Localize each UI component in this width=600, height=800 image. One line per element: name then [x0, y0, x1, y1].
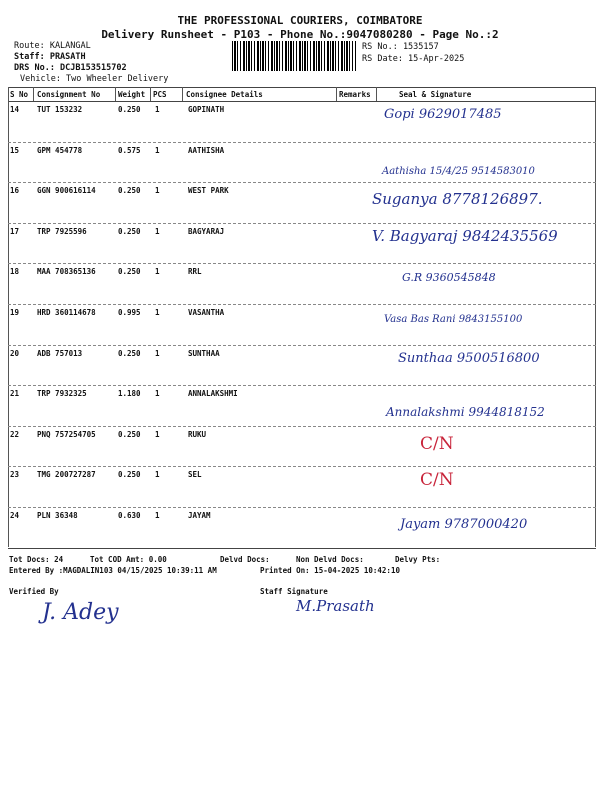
- col-header-consignee: Consignee Details: [186, 90, 263, 99]
- row-pcs: 1: [155, 267, 160, 277]
- row-divider: [8, 182, 596, 183]
- col-divider: [182, 87, 183, 101]
- col-divider: [336, 87, 337, 101]
- row-consignment-no: MAA 708365136: [37, 267, 96, 277]
- row-consignee: BAGYARAJ: [188, 226, 225, 236]
- row-weight: 0.575: [118, 145, 141, 155]
- rs-no: RS No.: 1535157: [362, 42, 439, 52]
- col-divider: [33, 87, 34, 101]
- row-handwritten-signature: Vasa Bas Rani 9843155100: [384, 314, 523, 325]
- route-label: Route: KALANGAL: [14, 41, 91, 51]
- row-consignment-no: ADB 757013: [37, 348, 83, 358]
- company-title: THE PROFESSIONAL COURIERS, COIMBATORE: [177, 14, 423, 27]
- row-sno: 18: [10, 267, 20, 277]
- row-consignment-no: HRD 360114678: [37, 308, 96, 317]
- row-divider: [8, 223, 596, 224]
- row-consignee: SEL: [188, 470, 202, 480]
- row-pcs: 1: [155, 511, 160, 520]
- row-pcs: 1: [155, 389, 160, 399]
- row-sno: 24: [10, 511, 20, 520]
- drs-label: DRS No.: DCJB153515702: [14, 63, 127, 73]
- row-weight: 0.250: [118, 267, 141, 277]
- col-divider: [376, 87, 377, 101]
- verified-by-label: Verified By: [9, 587, 59, 596]
- row-pcs: 1: [155, 186, 160, 196]
- row-weight: 0.630: [118, 511, 141, 520]
- row-consignment-no: GPM 454778: [37, 145, 83, 155]
- row-weight: 0.250: [118, 429, 141, 439]
- table-top-border: [8, 87, 596, 88]
- row-handwritten-signature: Gopi 9629017485: [384, 107, 502, 122]
- verified-by-signature: J. Adey: [42, 600, 119, 625]
- row-consignee: VASANTHA: [188, 308, 225, 317]
- total-cod-amount: Tot COD Amt: 0.00: [90, 555, 167, 564]
- table-header-border: [8, 101, 596, 102]
- table-bottom-border: [8, 548, 596, 549]
- row-sno: 20: [10, 348, 20, 358]
- row-sno: 14: [10, 105, 20, 114]
- row-handwritten-signature: Aathisha 15/4/25 9514583010: [382, 165, 535, 177]
- row-sno: 22: [10, 429, 20, 439]
- row-consignee: RRL: [188, 267, 202, 277]
- col-header-remarks: Remarks: [339, 90, 371, 99]
- row-divider: [8, 507, 596, 508]
- row-weight: 0.250: [118, 186, 141, 196]
- row-pcs: 1: [155, 348, 160, 358]
- row-consignment-no: TRP 7925596: [37, 226, 87, 236]
- row-consignment-no: GGN 900616114: [37, 186, 96, 196]
- barcode: [232, 41, 356, 71]
- row-consignment-no: PLN 36348: [37, 511, 78, 520]
- row-sno: 23: [10, 470, 20, 480]
- row-pcs: 1: [155, 429, 160, 439]
- staff-handwritten-signature: M.Prasath: [296, 597, 375, 615]
- total-docs: Tot Docs: 24: [9, 555, 64, 564]
- row-handwritten-signature: V. Bagyaraj 9842435569: [372, 226, 558, 245]
- row-handwritten-signature: Annalakshmi 9944818152: [386, 405, 545, 420]
- row-consignee: WEST PARK: [188, 186, 229, 196]
- non-delivered-docs: Non Delvd Docs:: [296, 555, 364, 564]
- row-handwritten-signature: C/N: [420, 433, 454, 454]
- row-consignee: RUKU: [188, 429, 207, 439]
- row-handwritten-signature: Jayam 9787000420: [400, 517, 528, 532]
- row-divider: [8, 345, 596, 346]
- col-header-pcs: PCS: [153, 90, 167, 99]
- table-left-border: [8, 87, 9, 547]
- row-weight: 0.995: [118, 308, 141, 317]
- row-consignee: SUNTHAA: [188, 348, 220, 358]
- row-pcs: 1: [155, 226, 160, 236]
- col-header-seal-signature: Seal & Signature: [399, 90, 472, 99]
- row-sno: 19: [10, 308, 20, 317]
- rs-date: RS Date: 15-Apr-2025: [362, 54, 465, 64]
- row-sno: 17: [10, 226, 20, 236]
- runsheet-subtitle: Delivery Runsheet - P103 - Phone No.:9047080280 - Page No.:2: [101, 28, 499, 41]
- vehicle-label: Vehicle: Two Wheeler Delivery: [20, 74, 169, 84]
- row-handwritten-signature: G.R 9360545848: [402, 271, 496, 285]
- row-consignee: GOPINATH: [188, 105, 225, 114]
- row-weight: 0.250: [118, 226, 141, 236]
- staff-label: Staff: PRASATH: [14, 52, 86, 62]
- row-consignment-no: TRP 7932325: [37, 389, 87, 399]
- col-header-weight: Weight: [118, 90, 146, 99]
- row-pcs: 1: [155, 145, 160, 155]
- row-sno: 15: [10, 145, 20, 155]
- row-divider: [8, 263, 596, 264]
- col-divider: [115, 87, 116, 101]
- row-consignee: ANNALAKSHMI: [188, 389, 238, 399]
- row-consignee: JAYAM: [188, 511, 211, 520]
- col-header-sno: S No: [10, 90, 29, 99]
- row-weight: 0.250: [118, 348, 141, 358]
- delivery-points: Delvy Pts:: [395, 555, 441, 564]
- row-handwritten-signature: C/N: [420, 470, 454, 491]
- staff-signature-label: Staff Signature: [260, 587, 328, 596]
- row-consignee: AATHISHA: [188, 145, 225, 155]
- row-divider: [8, 426, 596, 427]
- row-weight: 0.250: [118, 105, 141, 114]
- row-consignment-no: TUT 153232: [37, 105, 83, 114]
- delivered-docs: Delvd Docs:: [220, 555, 270, 564]
- row-consignment-no: TMG 200727287: [37, 470, 96, 480]
- row-pcs: 1: [155, 470, 160, 480]
- row-consignment-no: PNQ 757254705: [37, 429, 96, 439]
- row-pcs: 1: [155, 105, 160, 114]
- row-handwritten-signature: Suganya 8778126897.: [372, 190, 543, 209]
- row-weight: 1.180: [118, 389, 141, 399]
- printed-on: Printed On: 15-04-2025 10:42:10: [260, 566, 400, 575]
- col-header-consignment: Consignment No: [37, 90, 101, 99]
- col-divider: [150, 87, 151, 101]
- row-weight: 0.250: [118, 470, 141, 480]
- row-sno: 16: [10, 186, 20, 196]
- row-pcs: 1: [155, 308, 160, 317]
- table-right-border: [595, 87, 596, 547]
- row-divider: [8, 466, 596, 467]
- entered-by: Entered By :MAGDALIN103 04/15/2025 10:39:11 AM: [9, 566, 217, 575]
- row-divider: [8, 385, 596, 386]
- row-handwritten-signature: Sunthaa 9500516800: [398, 350, 540, 366]
- row-divider: [8, 304, 596, 305]
- row-divider: [8, 142, 596, 143]
- row-sno: 21: [10, 389, 20, 399]
